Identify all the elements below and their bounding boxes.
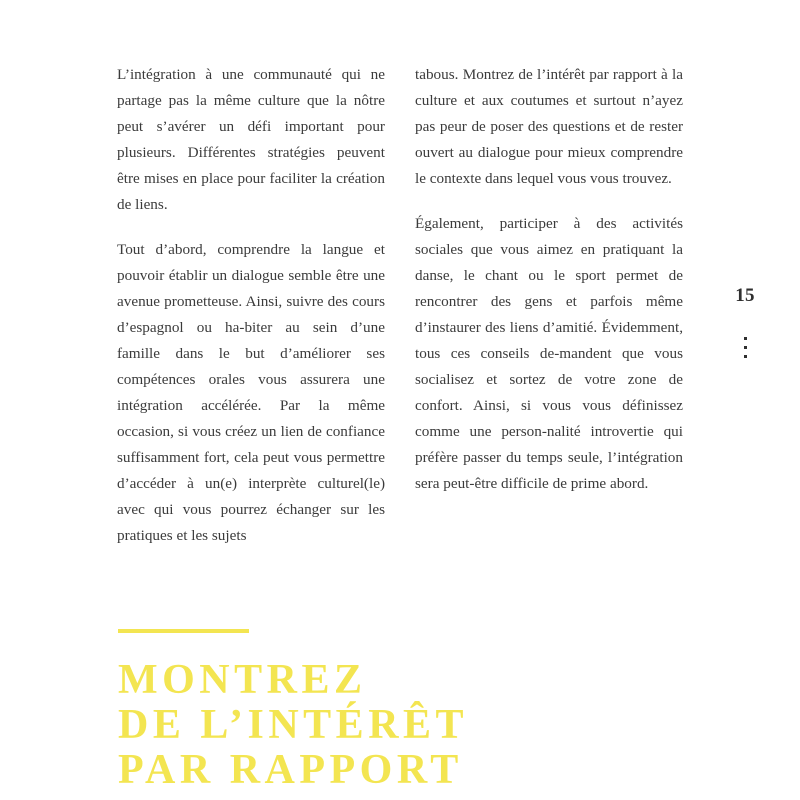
paragraph: tabous. Montrez de l’intérêt par rapport à la culture et aux coutumes et surtout n’ayez pas peur de poser des questions et de rester ouvert au dialogue pour mieux comprendre le contexte dans lequel vous vous trouvez. [415, 66, 683, 187]
paragraph: Tout d’abord, comprendre la langue et pouvoir établir un dialogue semble être une avenue prometteuse. Ainsi, suivre des cours d’espagnol ou ha-biter au sein d’une famille dans le but d’améliorer ses compétences orales vous assurera une intégration accélérée. Par la même occasion, si vous créez un lien de confiance suffisamment fort, cela peut vous permettre d’accéder à un(e) interprète culturel(le) avec qui vous pourrez échanger sur les pratiques et les sujets [117, 241, 385, 544]
right-column [415, 62, 683, 549]
section-heading-line-2: DE L’INTÉRÊT [118, 702, 469, 748]
section-heading-line-3: PAR RAPPORT [118, 747, 463, 793]
dot-icon [744, 337, 747, 340]
section-heading [118, 658, 778, 793]
paragraph: Également, participer à des activités sociales que vous aimez en pratiquant la danse, le chant ou le sport permet de rencontrer des gens et parfois même d’instaurer des liens d’amitié. Évidemment, tous ces conseils de-mandent que vous socialisez et sortez de votre zone de confort. Ainsi, si vous vous définissez comme une person-nalité introvertie qui préfère passer du temps seule, l’intégration sera peut-être difficile de prime abord. [415, 215, 683, 492]
page-number: 15 [735, 285, 755, 306]
section-divider-rule [118, 629, 249, 633]
dot-icon [744, 346, 747, 349]
folio-dots-ornament [727, 337, 763, 358]
body-columns [117, 62, 684, 549]
left-column [117, 62, 385, 549]
dot-icon [744, 355, 747, 358]
paragraph: L’intégration à une communauté qui ne partage pas la même culture que la nôtre peut s’avérer un défi important pour plusieurs. Différentes stratégies peuvent être mises en place pour faciliter la création de liens. [117, 66, 385, 213]
section-heading-line-1: MONTREZ [118, 657, 367, 703]
